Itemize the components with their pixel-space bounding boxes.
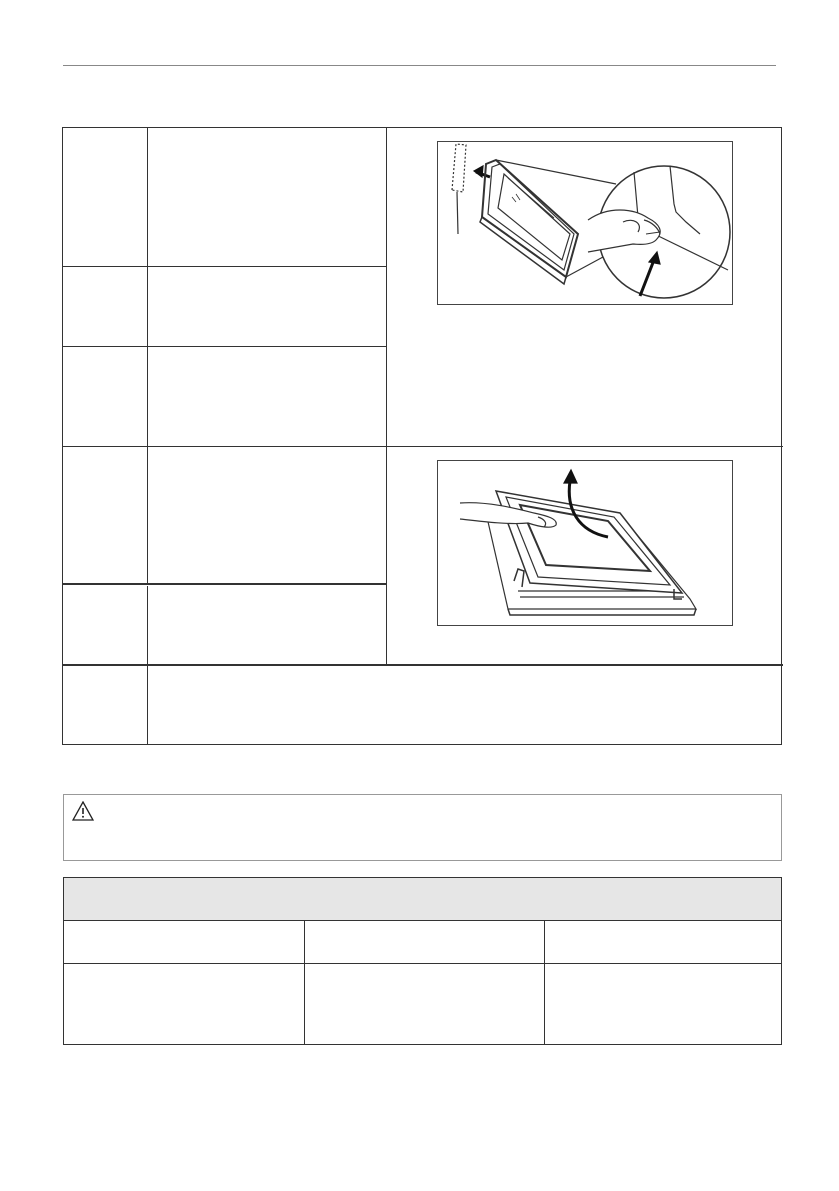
- table-cell: [64, 964, 304, 1044]
- step-text: [148, 128, 386, 266]
- step-text: [148, 666, 783, 744]
- step-number: [63, 586, 148, 664]
- step-row: [63, 128, 386, 267]
- table-title: [64, 878, 781, 921]
- step-number: [63, 447, 148, 583]
- step-number: [63, 347, 148, 446]
- warning-triangle-icon: [72, 801, 94, 821]
- column-header: [304, 921, 544, 963]
- column-header: [544, 921, 781, 963]
- table-cell: [544, 964, 781, 1044]
- step-text: [148, 447, 386, 583]
- step-row: [63, 267, 386, 347]
- step-text: [148, 586, 386, 664]
- illustration-cell-bottom: [386, 447, 781, 665]
- step-row: [63, 447, 386, 585]
- steps-table: [62, 127, 782, 745]
- header-rule: [63, 65, 776, 66]
- table-cell: [304, 964, 544, 1044]
- lift-glass-panel-icon: [437, 460, 733, 626]
- illustration-cell-top: [386, 128, 781, 447]
- step-text: [148, 347, 386, 446]
- step-number: [63, 666, 148, 744]
- table-header-row: [64, 921, 781, 964]
- remove-door-trim-icon: [437, 141, 733, 305]
- step-row: [63, 666, 783, 744]
- warning-box: [63, 794, 782, 861]
- step-text: [148, 267, 386, 346]
- glass-panels-table: [63, 877, 782, 1045]
- table-row: [64, 964, 781, 1044]
- step-number: [63, 128, 148, 266]
- column-header: [64, 921, 304, 963]
- step-number: [63, 267, 148, 346]
